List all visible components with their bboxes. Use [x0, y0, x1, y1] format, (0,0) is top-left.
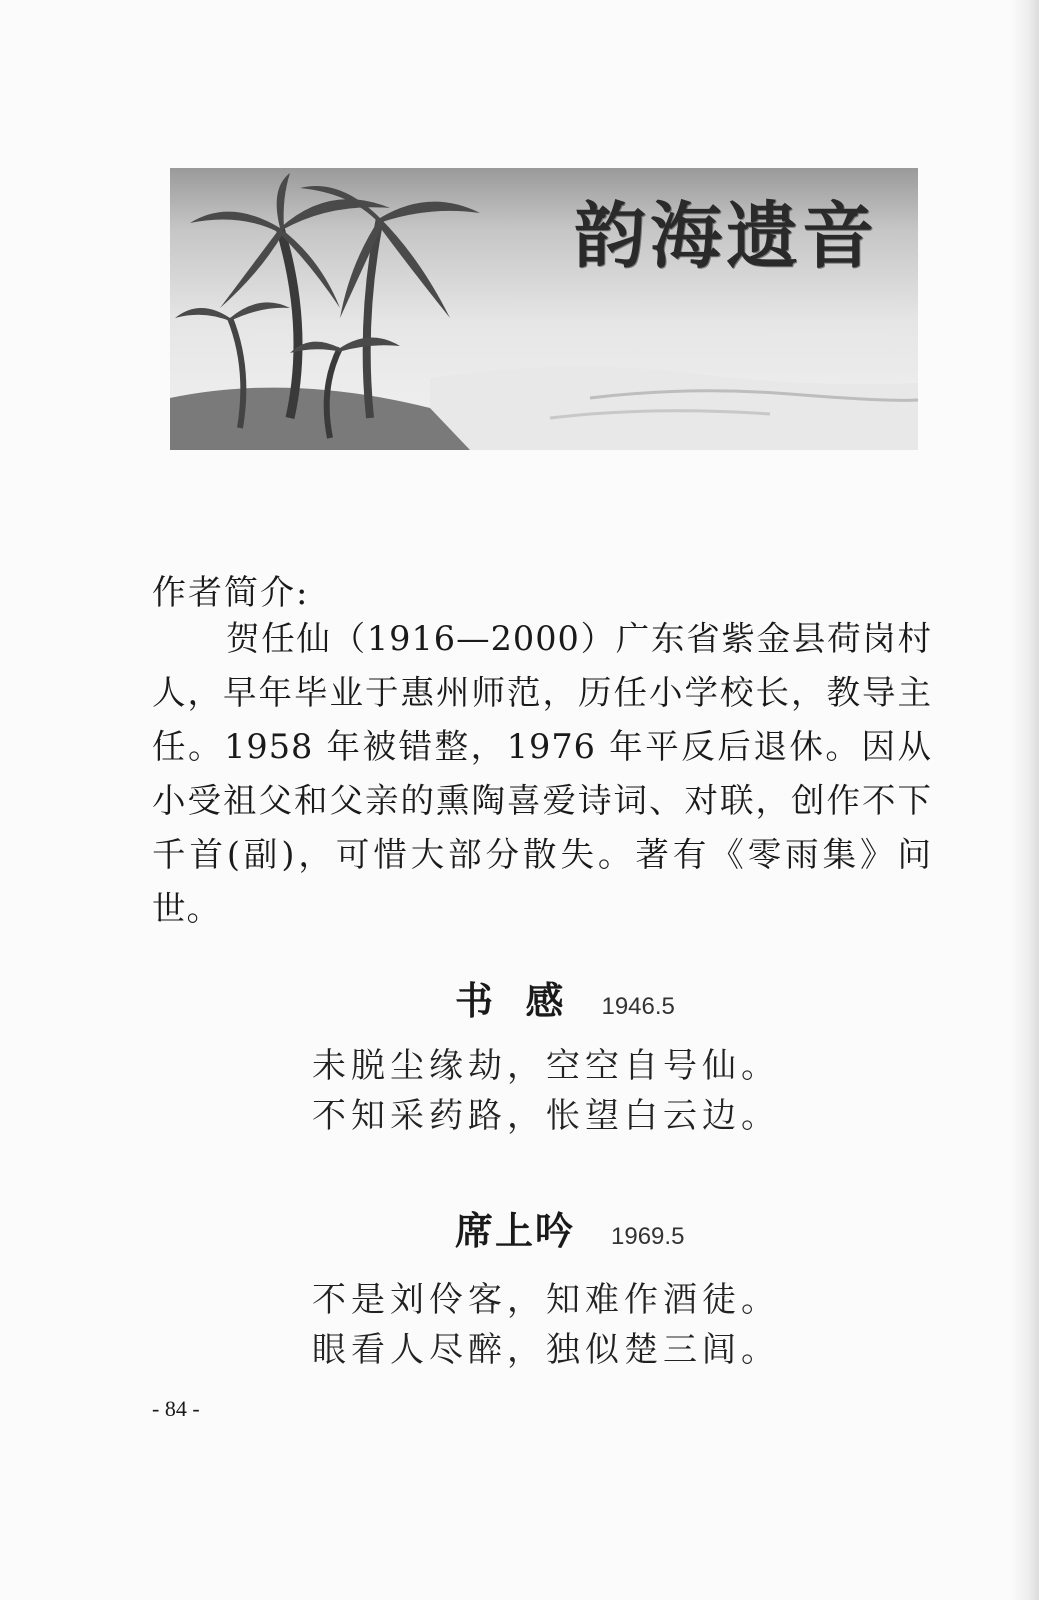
poem-date: 1946.5	[601, 993, 675, 1020]
poem-title: 书 感	[455, 978, 566, 1023]
poem-line: 不知采药路，怅望白云边。	[312, 1096, 780, 1136]
author-bio: 贺任仙（1916—2000）广东省紫金县荷岗村人，早年毕业于惠州师范，历任小学校长，教导主任。1958 年被错整，1976 年平反后退休。因从小受祖父和父亲的熏陶喜爱诗词、对联，创作不下千首(副)，可惜大部分散失。著有《零雨集》问世。	[152, 619, 932, 928]
poem-date: 1969.5	[611, 1223, 685, 1250]
page-number: - 84 -	[152, 1396, 200, 1421]
poem-line: 眼看人尽醉，独似楚三闾。	[312, 1330, 780, 1370]
author-intro-label: 作者简介:	[152, 573, 310, 613]
poem-heading	[455, 1200, 684, 1255]
banner	[170, 168, 918, 450]
poem-heading	[455, 970, 675, 1025]
banner-title: 韵海遗音	[573, 193, 878, 278]
poem-line: 不是刘伶客，知难作酒徒。	[312, 1280, 780, 1320]
poem-line: 未脱尘缘劫，空空自号仙。	[312, 1046, 780, 1086]
page-edge-shadow	[1011, 0, 1039, 1600]
poem-title: 席上吟	[455, 1208, 576, 1253]
